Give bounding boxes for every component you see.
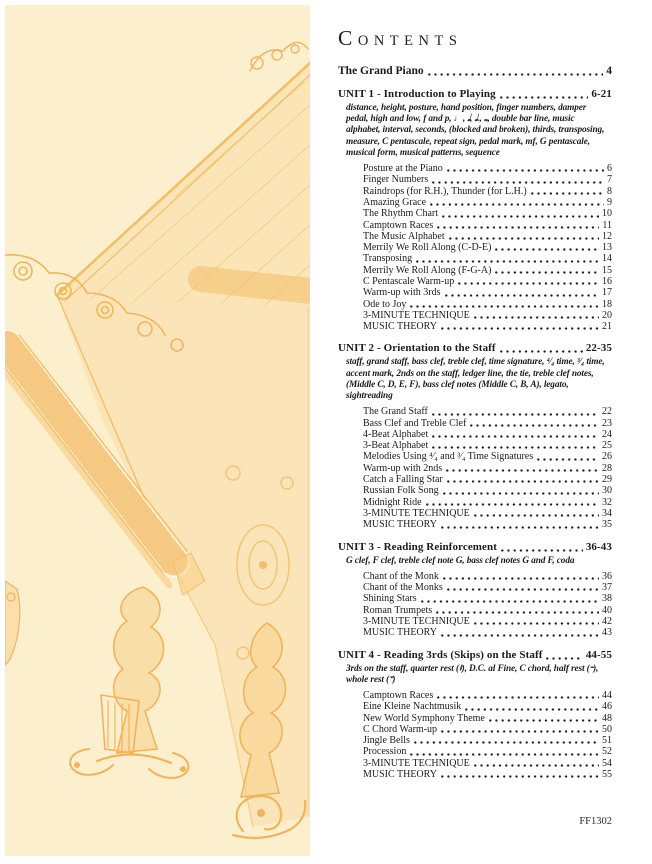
- toc-entry: [363, 724, 612, 735]
- toc-entry: [363, 287, 612, 298]
- toc-entry: [363, 485, 612, 496]
- entry-page: 34: [602, 507, 612, 519]
- dot-leader: [430, 203, 604, 206]
- entry-page: 7: [607, 174, 612, 186]
- unit-entries: [363, 406, 612, 530]
- entry-page: 11: [602, 219, 612, 231]
- toc-entry: [363, 208, 612, 219]
- dot-leader: [447, 480, 599, 483]
- entry-title: MUSIC THEORY: [363, 769, 437, 781]
- entry-page: 29: [602, 474, 612, 486]
- dot-leader: [447, 588, 599, 591]
- entry-page: 40: [602, 604, 612, 616]
- entry-page: 23: [602, 417, 612, 429]
- dot-leader: [546, 657, 582, 660]
- dot-leader: [443, 577, 599, 580]
- entry-page: 8: [607, 185, 612, 197]
- unit-2-section: [338, 341, 612, 530]
- dot-leader: [474, 764, 599, 767]
- dot-leader: [501, 549, 583, 552]
- dot-leader: [474, 622, 599, 625]
- entry-title: MUSIC THEORY: [363, 519, 437, 531]
- toc-entry: [363, 451, 612, 462]
- unit-description: staff, grand staff, bass clef, treble clef, time signature, ⁴⁄₄ time, ³⁄₄ time, accent mark, 2nds on the staff, ledger line, the tie, treble clef notes, (Middle C, D, E, F), bass clef notes (Middle C, B, A), legato, sightreading: [346, 357, 605, 402]
- entry-title: 3-MINUTE TECHNIQUE: [363, 615, 470, 627]
- dot-leader: [437, 696, 599, 699]
- entry-title: MUSIC THEORY: [363, 321, 437, 333]
- entry-page: 10: [602, 208, 612, 220]
- toc-entry: [363, 735, 612, 746]
- entry-title: Shining Stars: [363, 593, 417, 605]
- entry-title: Melodies Using ⁴⁄₄ and ³⁄₄ Time Signatures: [363, 451, 534, 463]
- unit-title: UNIT 2 - Orientation to the Staff: [338, 342, 496, 355]
- dot-leader: [432, 413, 599, 416]
- entry-title: 3-MINUTE TECHNIQUE: [363, 757, 470, 769]
- catalog-number: FF1302: [579, 816, 612, 827]
- entry-title: C Chord Warm-up: [363, 723, 438, 735]
- unit-pages: 44-55: [585, 648, 612, 661]
- entry-title: Eine Kleine Nachtmusik: [363, 701, 462, 713]
- entry-page: 16: [602, 275, 612, 287]
- dot-leader: [441, 327, 599, 330]
- entry-page: 9: [607, 196, 612, 208]
- entry-page: 42: [602, 615, 612, 627]
- entry-page: 52: [602, 746, 612, 758]
- entry-title: 3-MINUTE TECHNIQUE: [363, 309, 470, 321]
- entry-page: 21: [602, 321, 612, 333]
- dot-leader: [416, 260, 599, 263]
- unit-description: distance, height, posture, hand position, finger numbers, damper pedal, high and low, f and p, ♩, 𝅗𝅥, 𝅗𝅥., 𝅝, double bar line, music alphabet, interval, seconds, (blocked and broken), thirds, transposing, measure, C pentascale, repeat sign, pedal mark, mf, G pentascale, musical form, musical patterns, sequence: [346, 103, 605, 158]
- unit-title: UNIT 4 - Reading 3rds (Skips) on the Staff: [338, 648, 543, 661]
- unit-1-section: [338, 87, 612, 332]
- entry-title: The Grand Staff: [363, 406, 428, 418]
- toc-entry: [363, 310, 612, 321]
- entry-page: 50: [602, 723, 612, 735]
- dot-leader: [442, 215, 599, 218]
- entry-page: 22: [602, 406, 612, 418]
- unit-entries: [363, 571, 612, 639]
- entry-page: 54: [602, 757, 612, 769]
- entry-title: Camptown Races: [363, 689, 434, 701]
- entry-page: 6: [607, 163, 612, 175]
- unit-heading: [338, 341, 612, 355]
- table-of-contents: [338, 26, 612, 785]
- unit-title: UNIT 3 - Reading Reinforcement: [338, 540, 498, 553]
- toc-entry: [363, 463, 612, 474]
- toc-entry: [363, 406, 612, 417]
- dot-leader: [441, 730, 599, 733]
- entry-title: Bass Clef and Treble Clef: [363, 417, 467, 429]
- toc-entry: [363, 519, 612, 530]
- dot-leader: [432, 181, 604, 184]
- entry-page: 38: [602, 593, 612, 605]
- entry-title: Finger Numbers: [363, 174, 429, 186]
- unit-description: G clef, F clef, treble clef note G, bass clef notes G and F, coda: [346, 555, 575, 566]
- dot-leader: [500, 350, 583, 353]
- entry-page: 13: [602, 242, 612, 254]
- unit-entries: [363, 163, 612, 332]
- toc-entry: [363, 197, 612, 208]
- entry-title: Midnight Ride: [363, 496, 422, 508]
- entry-title: Raindrops (for R.H.), Thunder (for L.H.): [363, 185, 527, 197]
- entry-page: 51: [602, 735, 612, 747]
- dot-leader: [489, 719, 599, 722]
- dot-leader: [447, 169, 604, 172]
- entry-page: 26: [602, 451, 612, 463]
- entry-title: Catch a Falling Star: [363, 474, 443, 486]
- toc-entry: [363, 253, 612, 264]
- toc-entry: [363, 242, 612, 253]
- entry-title: Posture at the Piano: [363, 163, 443, 175]
- unit-description: 3rds on the staff, quarter rest (𝄽), D.C. al Fine, C chord, half rest (𝄼), whole rest (𝄻): [346, 663, 599, 685]
- entry-title: Merrily We Roll Along (C-D-E): [363, 242, 492, 254]
- entry-page: 14: [602, 253, 612, 265]
- dot-leader: [445, 294, 599, 297]
- dot-leader: [432, 435, 599, 438]
- dot-leader: [441, 634, 599, 637]
- entry-page: 18: [602, 298, 612, 310]
- entry-page: 25: [602, 440, 612, 452]
- entry-title: Camptown Races: [363, 219, 434, 231]
- page-title: CONTENTS: [338, 26, 463, 50]
- toc-entry: [363, 571, 612, 582]
- toc-entry: [363, 497, 612, 508]
- toc-entry: [363, 321, 612, 332]
- grand-piano-illustration: [5, 5, 310, 856]
- entry-page: 24: [602, 428, 612, 440]
- entry-page: 37: [602, 582, 612, 594]
- dot-leader: [446, 469, 599, 472]
- toc-entry: [363, 746, 612, 757]
- toc-entry: [363, 713, 612, 724]
- entry-page: 35: [602, 519, 612, 531]
- entry-page: 43: [602, 627, 612, 639]
- toc-entry: [363, 163, 612, 174]
- dot-leader: [458, 282, 599, 285]
- dot-leader: [426, 503, 599, 506]
- entry-page: 36: [602, 570, 612, 582]
- unit-4-section: [338, 648, 612, 781]
- entry-title: The Grand Piano: [338, 65, 424, 77]
- toc-entry: [363, 174, 612, 185]
- toc-entry: [363, 616, 612, 627]
- entry-page: 44: [602, 689, 612, 701]
- unit-pages: 22-35: [585, 342, 612, 355]
- dot-leader: [432, 446, 599, 449]
- entry-title: Merrily We Roll Along (F-G-A): [363, 264, 492, 276]
- dot-leader: [537, 458, 599, 461]
- dot-leader: [410, 753, 599, 756]
- dot-leader: [421, 600, 599, 603]
- entry-title: Warm-up with 3rds: [363, 287, 441, 299]
- unit-pages: 6-21: [591, 88, 612, 100]
- entry-title: Transposing: [363, 253, 413, 265]
- toc-entry: [363, 605, 612, 616]
- toc-entry: [363, 769, 612, 780]
- entry-title: 3-MINUTE TECHNIQUE: [363, 507, 470, 519]
- toc-entry: [363, 690, 612, 701]
- entry-page: 55: [602, 769, 612, 781]
- toc-entry: [338, 64, 612, 78]
- toc-entry: [363, 220, 612, 231]
- unit-heading: [338, 648, 612, 662]
- entry-page: 30: [602, 485, 612, 497]
- dot-leader: [465, 708, 599, 711]
- dot-leader: [437, 226, 599, 229]
- toc-entry: [363, 758, 612, 769]
- dot-leader: [474, 316, 599, 319]
- entry-title: Warm-up with 2nds: [363, 462, 443, 474]
- entry-title: The Rhythm Chart: [363, 208, 438, 220]
- toc-entry: [363, 276, 612, 287]
- toc-entry: [363, 186, 612, 197]
- toc-entry: [363, 429, 612, 440]
- entry-title: Procession: [363, 746, 407, 758]
- dot-leader: [500, 96, 589, 99]
- unit-3-section: [338, 540, 612, 639]
- unit-pages: 36-43: [585, 540, 612, 553]
- entry-page: 15: [602, 264, 612, 276]
- entry-page: 20: [602, 309, 612, 321]
- frontmatter-list: [338, 64, 612, 78]
- dot-leader: [495, 271, 599, 274]
- toc-entry: [363, 582, 612, 593]
- entry-page: 48: [602, 712, 612, 724]
- entry-title: Russian Folk Song: [363, 485, 439, 497]
- dot-leader: [414, 741, 599, 744]
- toc-entry: [363, 474, 612, 485]
- entry-title: Chant of the Monks: [363, 582, 443, 594]
- entry-page: 12: [602, 230, 612, 242]
- dot-leader: [474, 514, 599, 517]
- entry-title: New World Symphony Theme: [363, 712, 485, 724]
- dot-leader: [441, 526, 599, 529]
- entry-title: C Pentascale Warm-up: [363, 275, 455, 287]
- unit-entries: [363, 690, 612, 780]
- toc-entry: [363, 265, 612, 276]
- entry-title: Amazing Grace: [363, 196, 427, 208]
- dot-leader: [436, 611, 599, 614]
- entry-title: Jingle Bells: [363, 735, 410, 747]
- toc-entry: [363, 701, 612, 712]
- unit-heading: [338, 87, 612, 101]
- entry-page: 17: [602, 287, 612, 299]
- entry-title: Chant of the Monk: [363, 570, 439, 582]
- toc-entry: [363, 508, 612, 519]
- toc-entry: [363, 418, 612, 429]
- unit-heading: [338, 540, 612, 554]
- unit-title: UNIT 1 - Introduction to Playing: [338, 88, 496, 100]
- entry-page: 46: [602, 701, 612, 713]
- toc-entry: [363, 440, 612, 451]
- dot-leader: [470, 424, 599, 427]
- entry-title: 4-Beat Alphabet: [363, 428, 429, 440]
- dot-leader: [531, 192, 604, 195]
- dot-leader: [443, 492, 599, 495]
- entry-page: 4: [606, 65, 612, 77]
- toc-entry: [363, 231, 612, 242]
- dot-leader: [428, 73, 604, 76]
- toc-entry: [363, 299, 612, 310]
- entry-page: 32: [602, 496, 612, 508]
- entry-title: Ode to Joy: [363, 298, 407, 310]
- dot-leader: [441, 775, 599, 778]
- entry-title: 3-Beat Alphabet: [363, 440, 429, 452]
- entry-page: 28: [602, 462, 612, 474]
- entry-title: The Music Alphabet: [363, 230, 445, 242]
- entry-title: MUSIC THEORY: [363, 627, 437, 639]
- entry-title: Roman Trumpets: [363, 604, 433, 616]
- left-art-panel: [5, 5, 310, 856]
- dot-leader: [495, 248, 599, 251]
- dot-leader: [410, 305, 599, 308]
- toc-entry: [363, 627, 612, 638]
- dot-leader: [449, 237, 599, 240]
- toc-entry: [363, 593, 612, 604]
